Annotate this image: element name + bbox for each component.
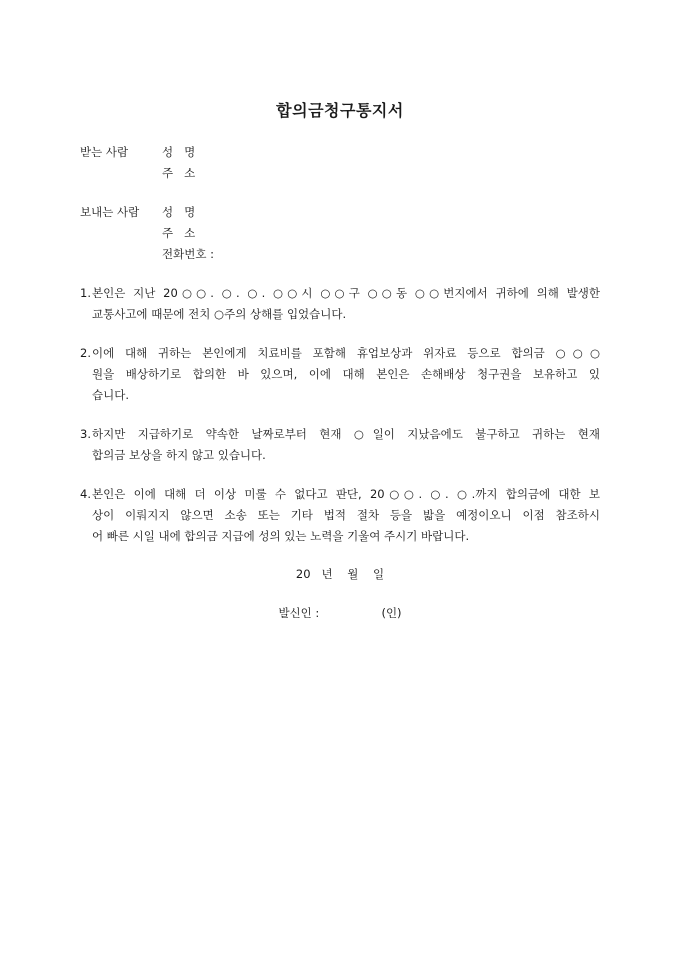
recipient-name-label: 성 명 — [162, 145, 196, 159]
paragraph-line: 본인은 이에 대해 더 이상 미룰 수 없다고 판단, 20○○. ○. ○.까지 합의금에 대한 보 — [92, 487, 600, 501]
paragraph-number: 1. — [80, 286, 91, 300]
paragraph-4 — [80, 484, 600, 547]
paragraph-1 — [80, 283, 600, 325]
paragraph-line: 습니다. — [92, 388, 129, 402]
paragraph-3 — [80, 424, 600, 466]
paragraph-number: 3. — [80, 427, 91, 441]
document-title: 합의금청구통지서 — [276, 101, 404, 120]
paragraph-line: 원을 배상하기로 합의한 바 있으며, 이에 대해 본인은 손해배상 청구권을 보유하고 있 — [92, 367, 600, 381]
paragraph-line: 합의금 보상을 하지 않고 있습니다. — [92, 448, 266, 462]
recipient-label: 받는 사람 — [80, 145, 129, 159]
paragraph-line: 교통사고에 때문에 전치 ○주의 상해를 입었습니다. — [92, 307, 347, 321]
paragraph-line: 상이 이뤄지지 않으면 소송 또는 기타 법적 절차 등을 밟을 예정이오니 이점 참조하시 — [92, 508, 600, 522]
signature-line: 발신인 : (인) — [278, 606, 402, 620]
paragraph-number: 4. — [80, 487, 91, 501]
paragraph-line: 이에 대해 귀하는 본인에게 치료비를 포함해 휴업보상과 위자료 등으로 합의금 ○○○ — [92, 346, 600, 360]
paragraph-line: 하지만 지급하기로 약속한 날짜로부터 현재 ○일이 지났음에도 불구하고 귀하는 현재 — [92, 427, 600, 441]
paragraph-2 — [80, 343, 600, 406]
sender-phone-label: 전화번호 : — [162, 247, 214, 261]
date-line: 20 년 월 일 — [295, 567, 385, 581]
recipient-address-label: 주 소 — [162, 166, 196, 180]
paragraph-line: 어 빠른 시일 내에 합의금 지급에 성의 있는 노력을 기울여 주시기 바랍니다. — [92, 529, 470, 543]
sender-name-label: 성 명 — [162, 205, 196, 219]
paragraph-number: 2. — [80, 346, 91, 360]
paragraph-line: 본인은 지난 20○○. ○. ○. ○○시 ○○구 ○○동 ○○번지에서 귀하에 의해 발생한 — [92, 286, 600, 300]
sender-address-label: 주 소 — [162, 226, 196, 240]
sender-label: 보내는 사람 — [80, 205, 140, 219]
